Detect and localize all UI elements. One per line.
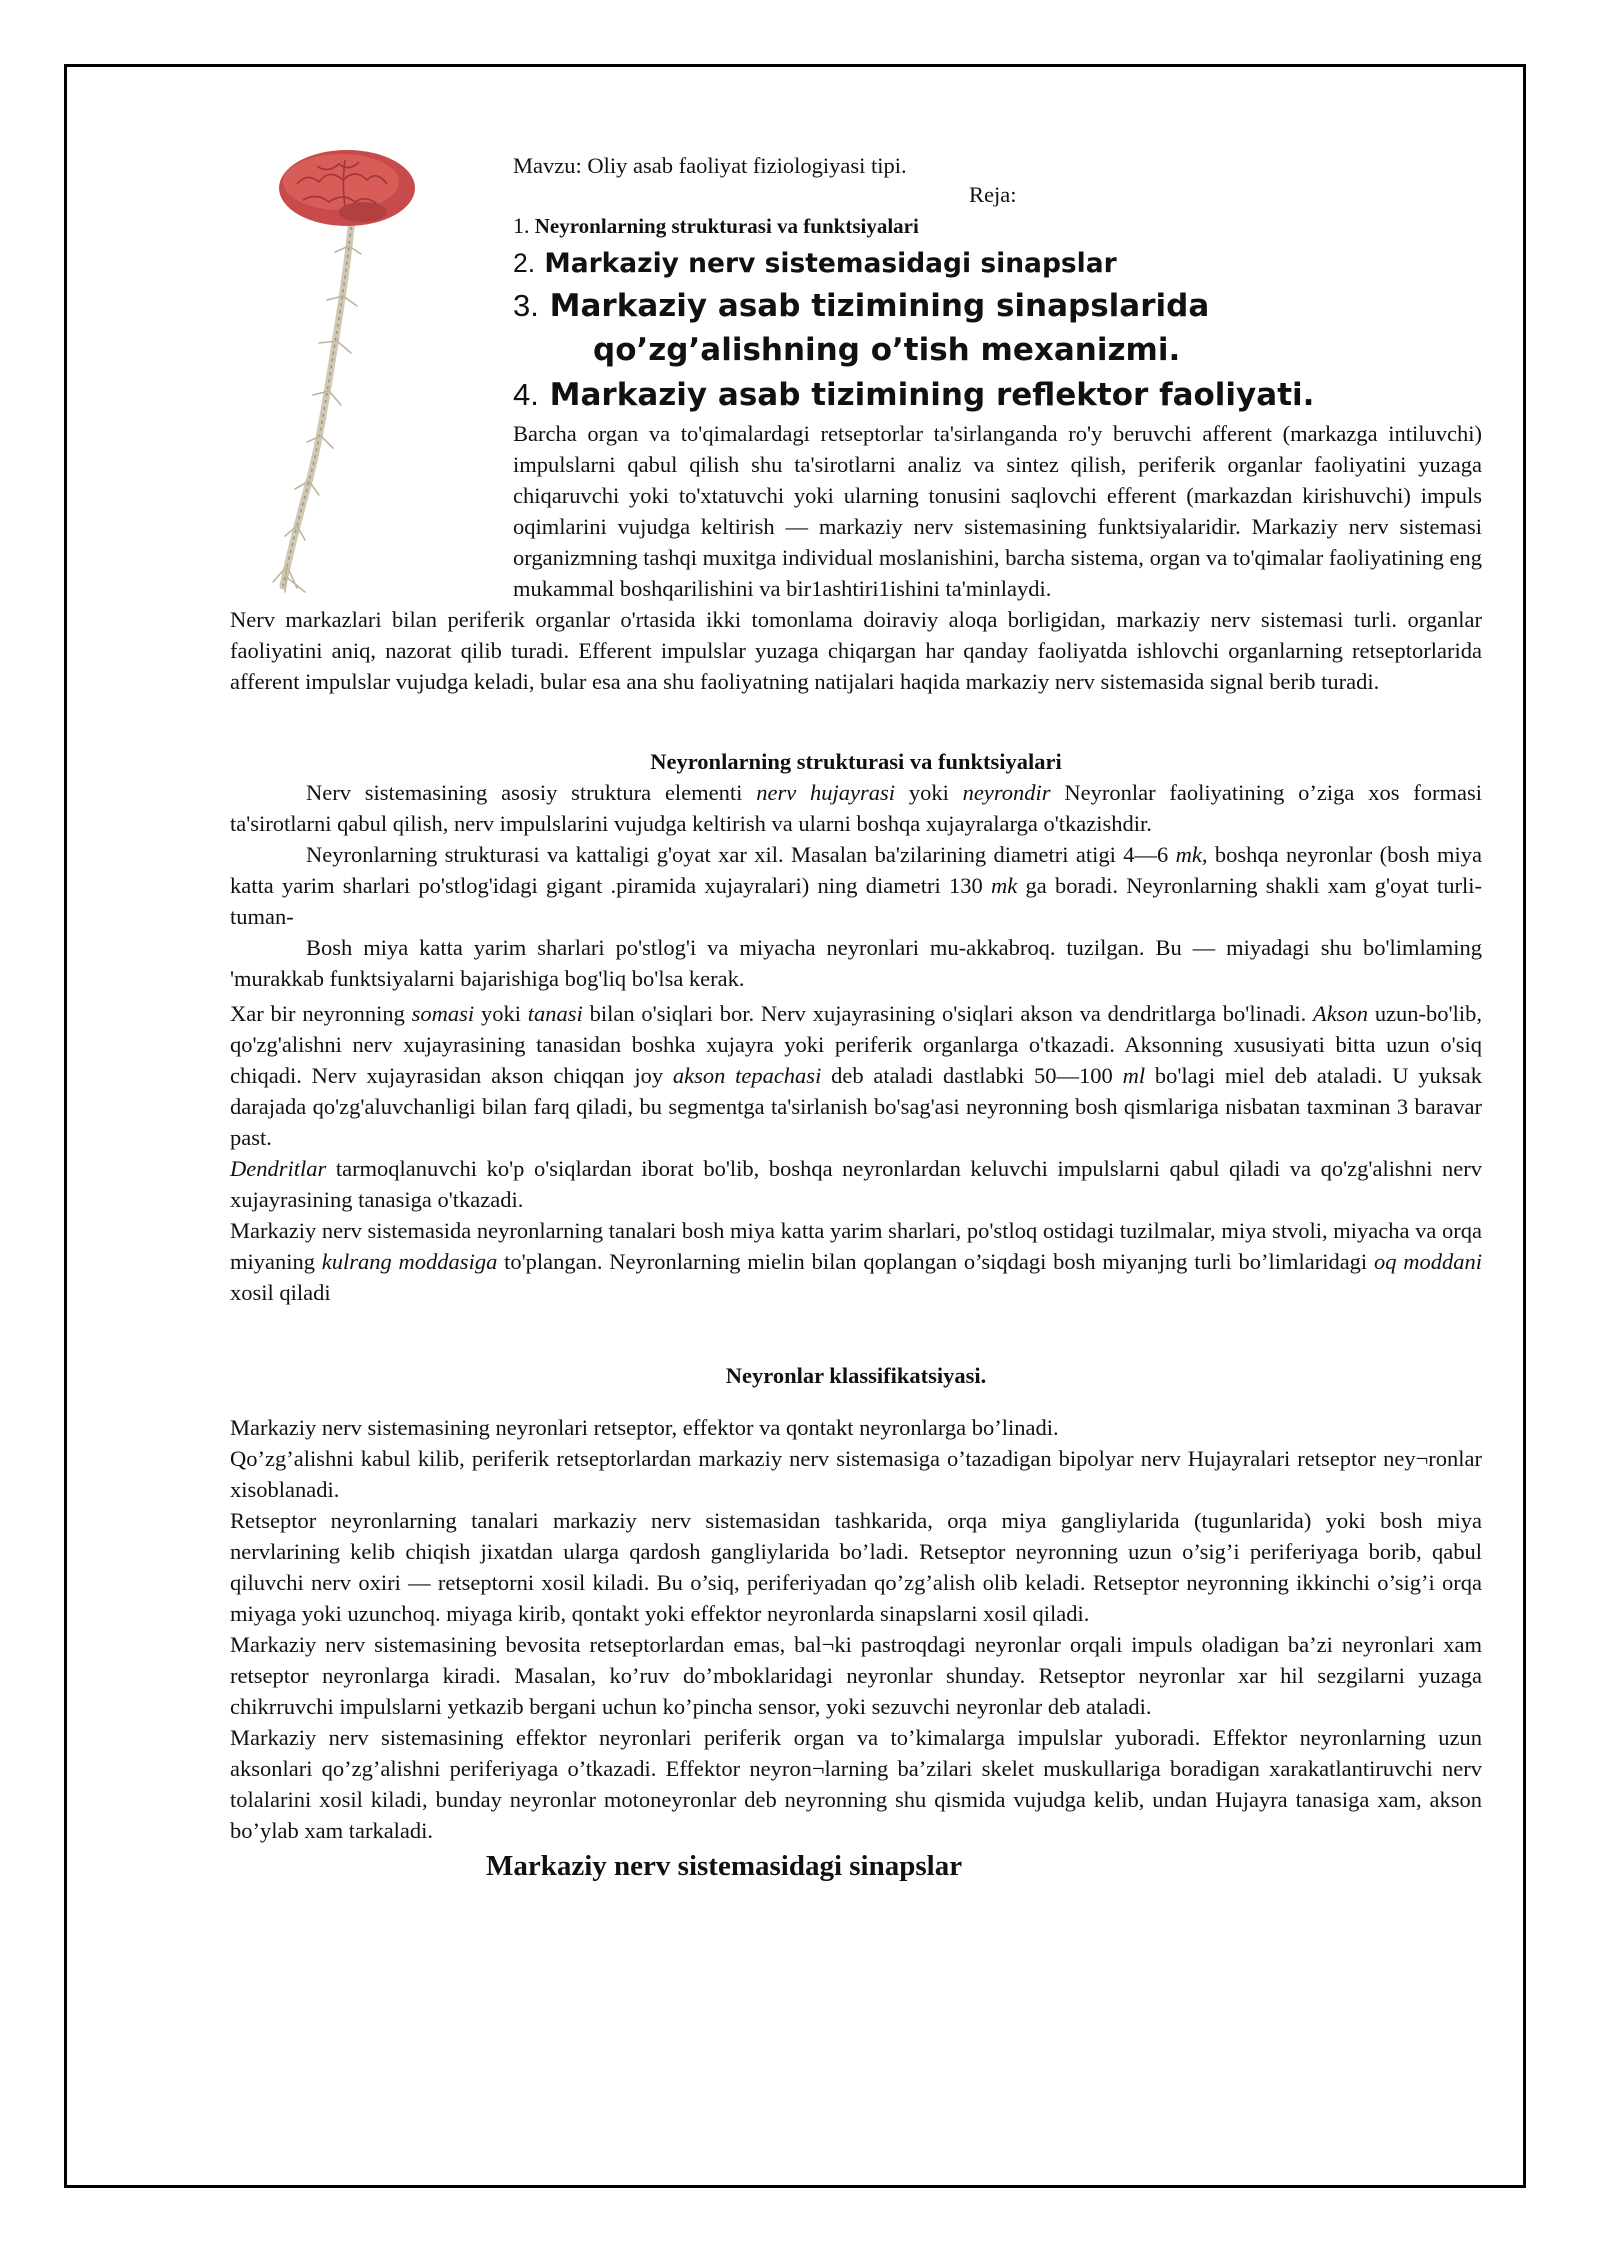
section-title-classification: Neyronlar klassifikatsiyasi.: [725, 1363, 987, 1388]
plan-item-number: 2.: [513, 248, 536, 278]
paragraph-soma-axon: Xar bir neyronning somasi yoki tanasi bilan o'siqlari bor. Nerv xujayrasining o'siqlari akson va dendritlarga bo'linadi. Akson uzun-bo'lib, qo'zg'alishni nerv xujayrasining tanasidan boshka xujayra yoki periferik organlarga o'tkazadi. Aksonning xususiyati bitta uzun o'siq chiqadi. Nerv xujayrasidan akson chiqqan joy akson tepachasi deb ataladi dastlabki 50—100 ml bo'lagi miel deb ataladi. U yuksak darajada qo'zg'aluvchanligi bilan farq qiladi, bu segmentga ta'sirlanish bo'sag'asi neyronning bosh qismlariga nisbatan taxminan 3 baravar past.: [230, 1001, 1482, 1150]
plan-item-2: [513, 243, 1482, 284]
plan-item-number: 4.: [513, 377, 539, 412]
plan-item-3-continuation: qo’zg’alishning o’tish mexanizmi.: [593, 332, 1181, 368]
paragraph-neuron-size: Neyronlarning strukturasi va kattaligi g'oyat xar xil. Masalan ba'zilarining diametri atigi 4—6 mk, boshqa neyronlar (bosh miya katta yarim sharlari po'stlog'idagi gigant .piramida xujayralari) ning diametri 130 mk ga boradi. Neyronlarning shakli xam g'oyat turli-tuman-: [230, 842, 1482, 929]
plan-heading: Reja:: [969, 182, 1017, 207]
plan-item-3: [513, 284, 1482, 328]
paragraph-effector-neurons: Markaziy nerv sistemasining effektor neyronlari periferik organ va to’kimalarga impulslar yuboradi. Effektor neyronlarning uzun aksonlari qo’zg’alishni periferiyaga o’tkazadi. Effektor neyron¬larning ba’zilari skelet muskullariga boradigan xarakatlantiruvchi nerv tolalarini xosil kiladi, bunday neyronlar motoneyronlar deb neyronning shu qismida vujudga kelib, undan Hujayra tanasiga xam, akson bo’ylab xam tarkaladi.: [230, 1725, 1482, 1843]
plan-item-1: [513, 209, 1482, 243]
paragraph-bipolar-receptor: Qo’zg’alishni kabul kilib, periferik retseptorlardan markaziy nerv sistemasiga o’tazadigan bipolyar nerv Hujayralari retseptor ney¬ronlar xisoblanadi.: [230, 1446, 1482, 1502]
plan-item-text: Markaziy asab tizimining sinapslarida: [549, 288, 1210, 324]
paragraph-dendrites: Dendritlar tarmoqlanuvchi ko'p o'siqlardan iborat bo'lib, boshqa neyronlardan keluvchi impulslarni qabul qiladi va qo'zg'alishni nerv xujayrasining tanasiga o'tkazadi.: [230, 1156, 1482, 1212]
paragraph-grey-white-matter: Markaziy nerv sistemasida neyronlarning tanalari bosh miya katta yarim sharlari, po'stloq ostidagi tuzilmalar, miya stvoli, miyacha va orqa miyaning kulrang moddasiga to'plangan. Neyronlarning mielin bilan qoplangan o’siqdagi bosh miyanjng turli bo’limlaridagi oq moddani xosil qiladi: [230, 1218, 1483, 1305]
section-title-neuron-structure: Neyronlarning strukturasi va funktsiyalari: [650, 749, 1062, 774]
plan-item-number: 3.: [513, 288, 539, 323]
paragraph-feedback-loop: Nerv markazlari bilan periferik organlar o'rtasida ikki tomonlama doiraviy aloqa borligidan, markaziy nerv sistemasi turli. organlar faoliyatini aniq, nazorat qilib turadi. Efferent impulslar yuzaga chiqargan har qanday faoliyatda ishlovchi organlarning retseptorlarida afferent impulslar vujudga keladi, bular esa ana shu faoliyatning natijalari haqida markaziy nerv sistemasida signal berib turadi.: [230, 607, 1482, 694]
document-body: [230, 150, 1482, 1886]
section-title-synapses: Markaziy nerv sistemasidagi sinapslar: [486, 1850, 963, 1882]
topic-line: Mavzu: Oliy asab faoliyat fiziologiyasi tipi.: [513, 153, 907, 178]
plan-item-text: Neyronlarning strukturasi va funktsiyalari: [534, 214, 919, 238]
plan-item-text: Markaziy asab tizimining reflektor faoliyati.: [549, 377, 1315, 413]
paragraph-nerve-cell: Nerv sistemasining asosiy struktura elementi nerv hujayrasi yoki neyrondir Neyronlar faoliyatining o’ziga xos formasi ta'sirotlarni qabul qilish, nerv impulslarini vujudga keltirish va ularni boshqa xujayralarga o'tkazishdir.: [230, 780, 1482, 836]
header-block: [230, 150, 1482, 604]
paragraph-sensory-neurons: Markaziy nerv sistemasining bevosita retseptorlardan emas, bal¬ki pastroqdagi neyronlar orqali impuls oladigan ba’zi neyronlari xam retseptor neyronlarga kiradi. Masalan, ko’ruv do’mboklaridagi neyronlar shunday. Retseptor neyronlar xar hil sezgilarni yuzaga chikrruvchi impulslarni yetkazib bergani uchun ko’pincha sensor, yoki sezuvchi neyronlar deb ataladi.: [230, 1632, 1482, 1719]
paragraph-receptor-bodies: Retseptor neyronlarning tanalari markaziy nerv sistemasidan tashkarida, orqa miya gangliylarida (tugunlarida) yoki bosh miya nervlarining kelib chiqish jixatdan ularga qardosh gangliylarida bo’ladi. Retseptor neyronning uzun o’sig’i periferiyaga borib, qabul qiluvchi nerv oxiri — retseptorni xosil kiladi. Bu o’siq, periferiyadan qo’zg’alish olib keladi. Retseptor neyronning ikkinchi o’sig’i orqa miyaga yoki uzunchoq. miyaga kirib, qontakt yoki effektor neyronlarda sinapslarni xosil qiladi.: [230, 1508, 1482, 1626]
brain-spinal-cord-illustration: [245, 146, 415, 606]
plan-item-number: 1.: [513, 213, 530, 238]
paragraph-neuron-types: Markaziy nerv sistemasining neyronlari retseptor, effektor va qontakt neyronlarga bo’linadi.: [230, 1415, 1059, 1440]
plan-item-4: [513, 372, 1482, 418]
paragraph-cortex-neurons: Bosh miya katta yarim sharlari po'stlog'i va miyacha neyronlari mu-akkabroq. tuzilgan. Bu — miyadagi shu bo'limlaming 'murakkab funktsiyalarni bajarishiga bog'liq bo'lsa kerak.: [230, 935, 1482, 991]
intro-paragraph: Barcha organ va to'qimalardagi retseptorlar ta'sirlanganda ro'y beruvchi afferent (markazga intiluvchi) impulslarni qabul qilish shu ta'sirotlarni analiz va sintez qilish, periferik organlar faoliyatini yuzaga chiqaruvchi yoki to'xtatuvchi yoki ularning tonusini saqlovchi efferent (markazdan kirishuvchi) impuls oqimlarini vujudga keltirish — markaziy nerv sistemasining funktsiyalaridir. Markaziy nerv sistemasi organizmning tashqi muxitga individual moslanishini, barcha sistema, organ va to'qimalar faoliyatining eng mukammal boshqarilishini va bir1ashtiri1ishini ta'minlaydi.: [513, 421, 1482, 601]
plan-item-text: Markaziy nerv sistemasidagi sinapslar: [544, 248, 1117, 279]
